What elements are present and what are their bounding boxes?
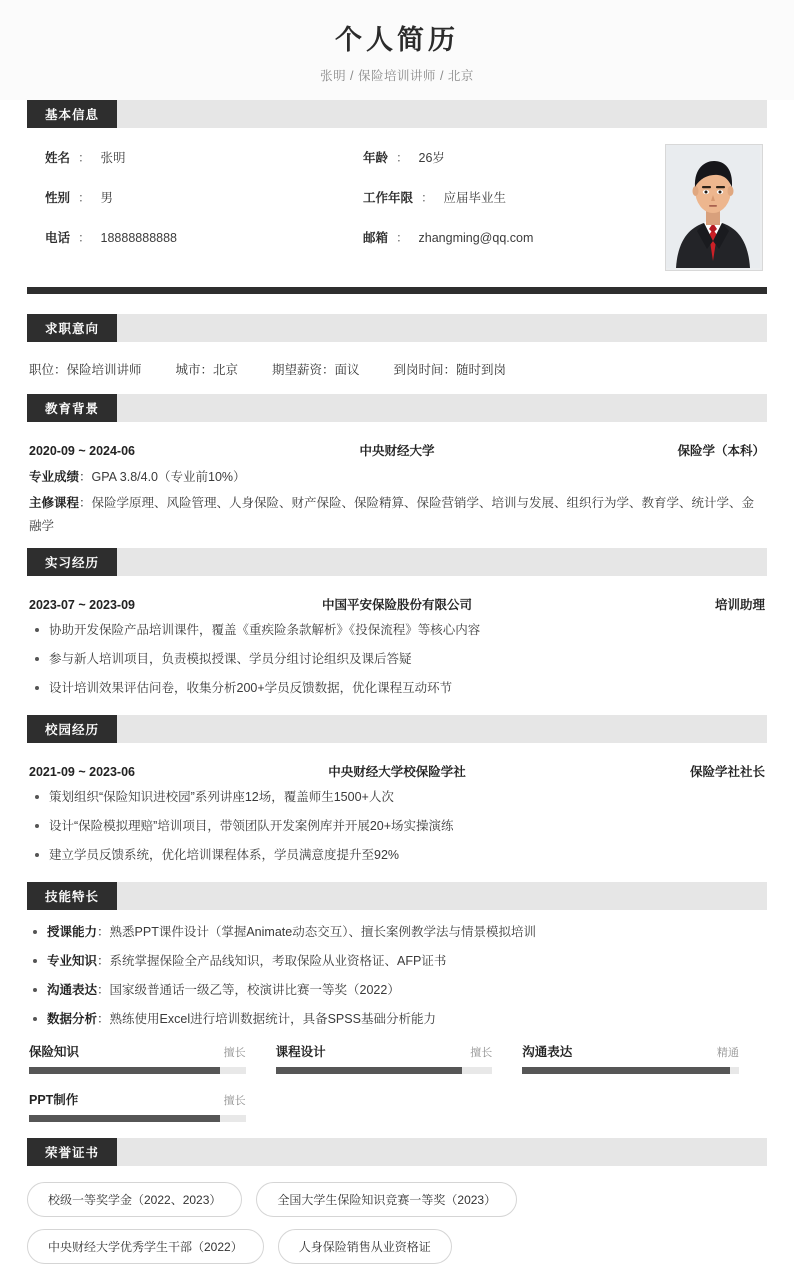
info-row-email <box>363 228 665 246</box>
education-entry <box>27 432 767 541</box>
section-divider <box>27 287 767 294</box>
section-title-campus: 校园经历 <box>27 715 117 743</box>
skill-bar-track <box>276 1067 493 1074</box>
section-header-intent <box>27 314 767 342</box>
skill-colon: ： <box>97 982 110 997</box>
skill-bar-fill <box>276 1067 462 1074</box>
skill-bar-item <box>520 1042 767 1090</box>
skill-bar-fill <box>522 1067 730 1074</box>
education-courses-label: 主修课程 <box>29 495 80 510</box>
info-colon: ： <box>396 231 409 246</box>
info-value-name: 张明 <box>100 151 126 166</box>
intent-availability: 到岗时间：随时到岗 <box>393 363 507 378</box>
section-header-basic <box>27 100 767 128</box>
skills-bullet-list <box>27 922 767 1029</box>
intent-city: 城市：北京 <box>175 363 239 378</box>
internship-bullet-list <box>29 620 765 698</box>
skill-bar-fill <box>29 1067 220 1074</box>
page-subtitle: 张明 / 保险培训讲师 / 北京 <box>320 69 474 84</box>
info-label-name: 姓名 <box>45 151 71 166</box>
internship-entry <box>27 586 767 709</box>
list-item: 建立学员反馈系统，优化培训课程体系，学员满意度提升至92% <box>29 845 765 865</box>
section-header-campus <box>27 715 767 743</box>
education-gpa-label: 专业成绩 <box>29 470 80 485</box>
education-gpa-value: ：GPA 3.8/4.0（专业前10%） <box>79 470 246 485</box>
honor-tag: 中央财经大学优秀学生干部（2022） <box>27 1229 264 1264</box>
basic-info-left-column <box>27 148 347 271</box>
education-major: 保险学（本科） <box>677 444 765 459</box>
info-label-age: 年龄 <box>363 151 389 166</box>
skill-name: 专业知识 <box>47 953 98 968</box>
education-entry-header <box>29 441 765 459</box>
education-block <box>27 422 767 547</box>
education-courses-value: ：保险学原理、风险管理、人身保险、财产保险、保险精算、保险营销学、培训与发展、组织行为学、教育学、统计学、金融学 <box>29 495 755 533</box>
info-label-gender: 性别 <box>45 191 71 206</box>
basic-info-block <box>27 128 767 281</box>
section-header-honors <box>27 1138 767 1166</box>
profile-photo <box>665 144 763 271</box>
info-label-email: 邮箱 <box>363 231 389 246</box>
skill-bar-fill <box>29 1115 220 1122</box>
info-colon: ： <box>78 231 91 246</box>
section-title-basic: 基本信息 <box>27 100 117 128</box>
skill-bar-item <box>274 1042 521 1090</box>
skill-bar-name: PPT制作 <box>29 1092 79 1107</box>
section-header-skills <box>27 882 767 910</box>
campus-entry <box>27 753 767 876</box>
info-row-phone <box>45 228 347 246</box>
campus-entry-header <box>29 762 765 780</box>
list-item: 设计“保险模拟理赔”培训项目，带领团队开发案例库并开展20+场实操演练 <box>29 816 765 836</box>
skill-bar-header <box>29 1042 246 1060</box>
education-date: 2020-09 ~ 2024-06 <box>29 444 135 459</box>
skills-block <box>27 910 767 1029</box>
skill-bar-level: 擅长 <box>223 1094 246 1107</box>
list-item <box>27 1009 767 1029</box>
skill-desc: 熟悉PPT课件设计（掌握Animate动态交互）、擅长案例教学法与情景模拟培训 <box>109 924 536 939</box>
resume-header <box>0 0 794 100</box>
campus-role: 保险学社社长 <box>689 764 765 779</box>
skill-bar-level: 精通 <box>716 1046 739 1059</box>
internship-role: 培训助理 <box>714 597 765 612</box>
info-value-email: zhangming@qq.com <box>418 231 534 246</box>
skill-bar-level: 擅长 <box>470 1046 493 1059</box>
internship-block <box>27 576 767 715</box>
info-colon: ： <box>396 151 409 166</box>
job-intent-block <box>27 342 767 394</box>
internship-entry-header <box>29 595 765 613</box>
section-title-education: 教育背景 <box>27 394 117 422</box>
list-item: 参与新人培训项目，负责模拟授课、学员分组讨论组织及课后答疑 <box>29 649 765 669</box>
intent-position: 职位：保险培训讲师 <box>29 363 142 378</box>
info-value-age: 26岁 <box>418 151 445 166</box>
page-title: 个人简历 <box>335 25 459 55</box>
info-label-experience: 工作年限 <box>363 191 414 206</box>
education-courses-line <box>29 492 765 538</box>
info-colon: ： <box>78 191 91 206</box>
skill-desc: 熟练使用Excel进行培训数据统计，具备SPSS基础分析能力 <box>109 1011 436 1026</box>
info-row-gender <box>45 188 347 206</box>
info-row-experience <box>363 188 665 206</box>
skill-desc: 国家级普通话一级乙等，校演讲比赛一等奖（2022） <box>109 982 400 997</box>
info-colon: ： <box>421 191 434 206</box>
education-gpa-line <box>29 466 765 489</box>
section-header-internship <box>27 548 767 576</box>
info-colon: ： <box>78 151 91 166</box>
honor-tag: 全国大学生保险知识竞赛一等奖（2023） <box>256 1182 517 1217</box>
info-value-gender: 男 <box>100 191 114 206</box>
skill-bar-item <box>27 1042 274 1090</box>
info-value-experience: 应届毕业生 <box>443 191 507 206</box>
skill-bar-track <box>29 1115 246 1122</box>
list-item <box>27 951 767 971</box>
skill-bar-item <box>27 1090 274 1138</box>
info-row-name <box>45 148 347 166</box>
skill-colon: ： <box>97 1011 110 1026</box>
section-title-intent: 求职意向 <box>27 314 117 342</box>
skill-bar-track <box>29 1067 246 1074</box>
list-item: 策划组织“保险知识进校园”系列讲座12场，覆盖师生1500+人次 <box>29 787 765 807</box>
skill-name: 沟通表达 <box>47 982 98 997</box>
list-item <box>27 980 767 1000</box>
list-item: 设计培训效果评估问卷，收集分析200+学员反馈数据，优化课程互动环节 <box>29 678 765 698</box>
list-item <box>27 922 767 942</box>
section-title-honors: 荣誉证书 <box>27 1138 117 1166</box>
info-row-age <box>363 148 665 166</box>
skill-name: 授课能力 <box>47 924 98 939</box>
campus-block <box>27 743 767 882</box>
skill-bar-name: 课程设计 <box>275 1044 326 1059</box>
honor-tag: 人身保险销售从业资格证 <box>278 1229 452 1264</box>
list-item: 协助开发保险产品培训课件，覆盖《重疾险条款解析》《投保流程》等核心内容 <box>29 620 765 640</box>
skill-bar-header <box>522 1042 739 1060</box>
skill-bar-header <box>276 1042 493 1060</box>
section-title-skills: 技能特长 <box>27 882 117 910</box>
basic-info-right-column <box>347 148 665 271</box>
info-label-phone: 电话 <box>45 231 71 246</box>
job-intent-row <box>27 352 767 388</box>
honor-tag: 校级一等奖学金（2022、2023） <box>27 1182 242 1217</box>
skill-bar-name: 沟通表达 <box>522 1044 573 1059</box>
section-title-internship: 实习经历 <box>27 548 117 576</box>
campus-bullet-list <box>29 787 765 865</box>
skill-bars <box>27 1038 767 1138</box>
section-header-education <box>27 394 767 422</box>
internship-company: 中国平安保险股份有限公司 <box>321 597 472 612</box>
basic-info-columns <box>27 144 665 271</box>
skill-bar-level: 擅长 <box>223 1046 246 1059</box>
skill-desc: 系统掌握保险全产品线知识，考取保险从业资格证、AFP证书 <box>109 953 447 968</box>
skill-colon: ： <box>97 953 110 968</box>
intent-salary: 期望薪资：面议 <box>272 363 360 378</box>
internship-date: 2023-07 ~ 2023-09 <box>29 597 135 612</box>
skill-colon: ： <box>97 924 110 939</box>
honor-tag-list <box>27 1172 767 1264</box>
education-school: 中央财经大学 <box>359 444 435 459</box>
skill-bar-name: 保险知识 <box>29 1044 80 1059</box>
skill-bar-header <box>29 1090 246 1108</box>
skill-bar-track <box>522 1067 739 1074</box>
campus-org: 中央财经大学校保险学社 <box>328 764 466 779</box>
skill-name: 数据分析 <box>47 1011 98 1026</box>
info-value-phone: 18888888888 <box>100 231 178 246</box>
campus-date: 2021-09 ~ 2023-06 <box>29 764 135 779</box>
